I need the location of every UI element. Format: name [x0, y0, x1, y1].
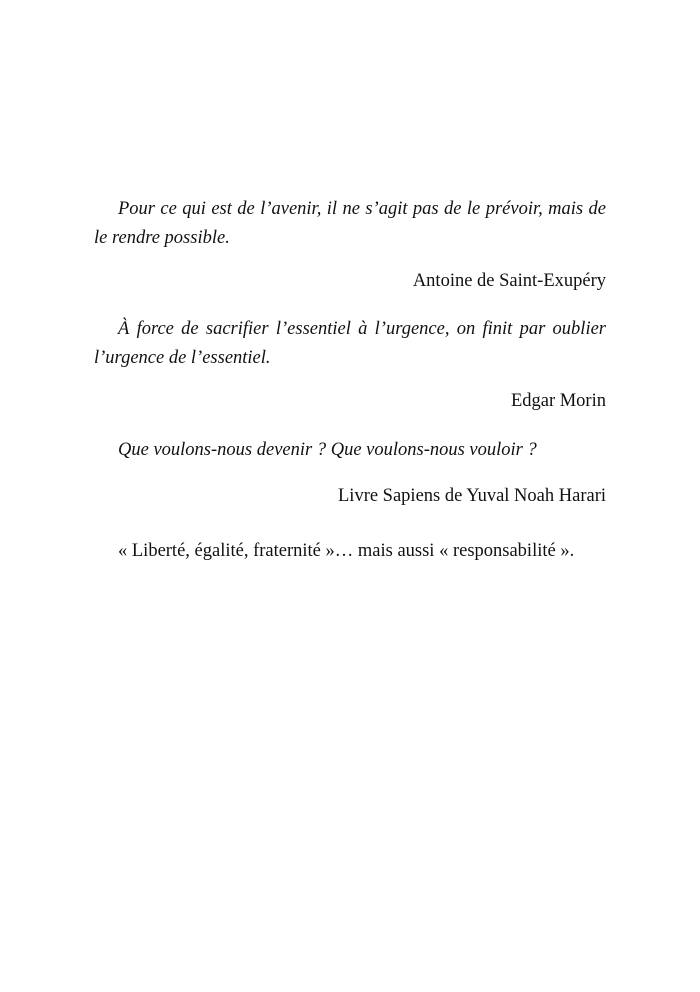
quote-author: Edgar Morin	[510, 391, 606, 411]
quote-text: À force de sacrifier l’essentiel à l’urgence, on finit par oublier l’urgence de l’essentiel.	[94, 319, 606, 368]
quote-author: Livre Sapiens de Yuval Noah Harari	[338, 486, 606, 506]
motto-text: « Liberté, égalité, fraternité »… mais aussi « responsabilité ».	[118, 541, 575, 561]
quote-block-2	[94, 315, 606, 373]
quote-text: Pour ce qui est de l’avenir, il ne s’agit pas de le prévoir, mais de le rendre possible.	[94, 199, 606, 248]
quote-author: Antoine de Saint-Exupéry	[412, 271, 606, 291]
quote-author-1	[94, 267, 606, 296]
quote-block-1	[94, 195, 606, 253]
quote-text: Que voulons-nous devenir ? Que voulons-nous vouloir ?	[118, 440, 537, 460]
quote-author-3	[94, 482, 606, 511]
quote-block-3	[94, 436, 606, 465]
quote-author-2	[94, 387, 606, 416]
motto-block	[94, 537, 606, 566]
